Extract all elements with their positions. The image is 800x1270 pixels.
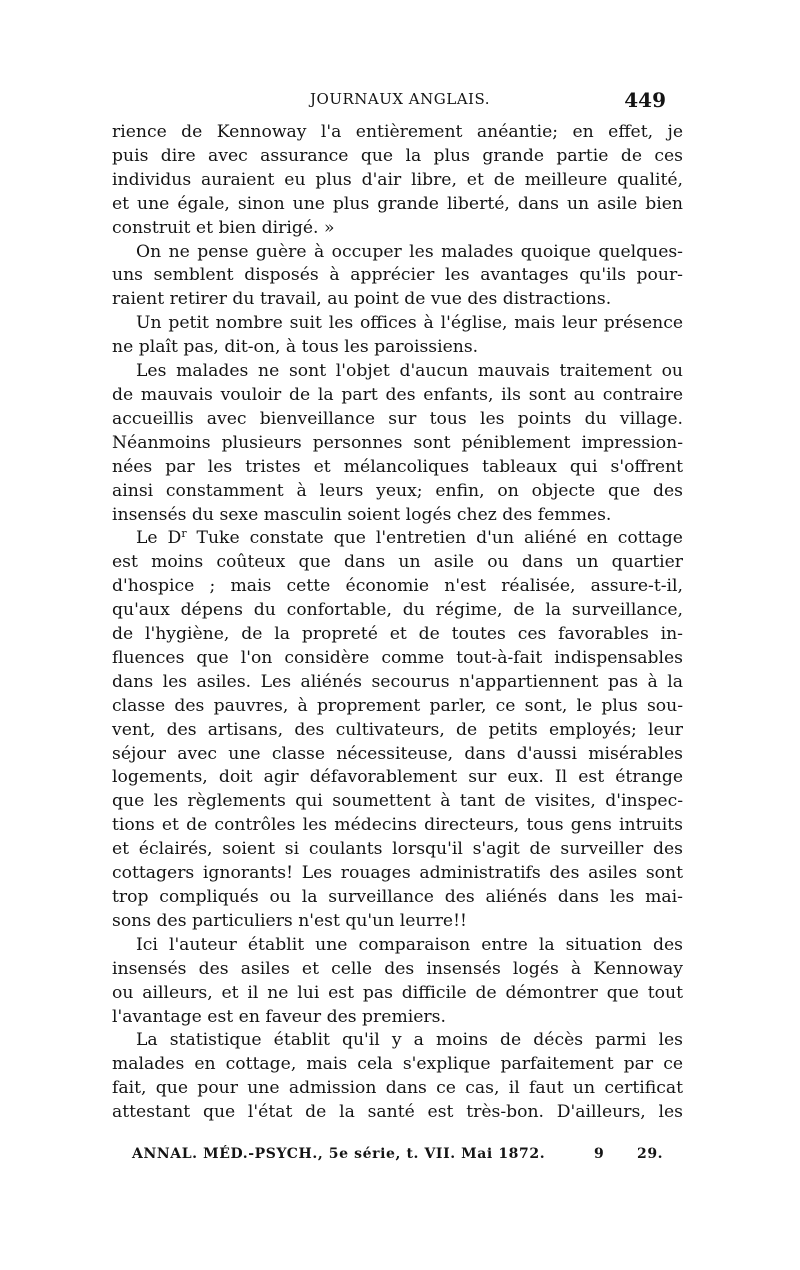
paragraph-5 [112,527,683,933]
text-line: cottagers ignorants! Les rouages administratifs des asiles sont [112,863,683,884]
text-line: classe des pauvres, à proprement parler, ce sont, le plus sou- [112,695,683,716]
text-line: uns semblent disposés à apprécier les avantages qu'ils pour- [112,265,683,286]
text-line: tions et de contrôles les médecins directeurs, tous gens intruits [112,815,683,836]
text-fragment: Tuke constate que l'entretien d'un aliéné en cottage [186,528,683,549]
text-line: dans les asiles. Les aliénés secourus n'appartiennent pas à la [112,671,683,692]
text-line: vent, des artisans, des cultivateurs, de petits employés; leur [112,719,683,740]
text-line: Ici l'auteur établit une comparaison entre la situation des [136,934,683,955]
text-line: rience de Kennoway l'a entièrement anéantie; en effet, je [112,122,683,142]
paragraph-7 [112,1029,683,1125]
text-line: séjour avec une classe nécessiteuse, dans d'aussi misérables [112,743,683,764]
superscript: r [181,527,187,541]
text-line: de l'hygiène, de la propreté et de toutes ces favorables in- [112,624,683,645]
text-line: ou ailleurs, et il ne lui est pas difficile de démontrer que tout [112,982,683,1003]
body-text [112,121,683,1125]
text-line: ainsi constamment à leurs yeux; enfin, on objecte que des [112,480,683,501]
text-line: accueillis avec bienveillance sur tous les points du village. [112,408,683,429]
text-line: raient retirer du travail, au point de vue des distractions. [112,289,612,310]
text-line: sons des particuliers n'est qu'un leurre!! [112,910,467,931]
text-line: Les malades ne sont l'objet d'aucun mauvais traitement ou [136,361,683,382]
text-line: trop compliqués ou la surveillance des aliénés dans les mai- [112,887,683,907]
text-line: logements, doit agir défavorablement sur eux. Il est étrange [112,767,683,788]
text-line: puis dire avec assurance que la plus grande partie de ces [112,145,683,166]
text-line: La statistique établit qu'il y a moins de décès parmi les [136,1030,683,1051]
text-line: et une égale, sinon une plus grande liberté, dans un asile bien [112,193,683,214]
text-line: malades en cottage, mais cela s'explique parfaitement par ce [112,1054,683,1075]
text-line: que les règlements qui soumettent à tant de visites, d'inspec- [112,791,683,812]
sheet-page: 29. [637,1146,664,1162]
text-line: fait, que pour une admission dans ce cas, il faut un certificat [112,1078,683,1099]
paragraph-4 [112,360,683,527]
text-line: insensés des asiles et celle des insensés logés à Kennoway [112,958,683,979]
signature-line [132,1146,672,1170]
printer-signature: ANNAL. MÉD.-PSYCH., 5e série, t. VII. Mai 1872. [132,1146,546,1162]
text-line: individus auraient eu plus d'air libre, et de meilleure qualité, [112,169,683,190]
text-fragment: Le D [136,528,182,549]
text-line: ne plaît pas, dit-on, à tous les paroissiens. [112,337,479,358]
paragraph-3 [112,312,683,360]
text-line: Néanmoins plusieurs personnes sont péniblement impression- [112,432,683,453]
text-line: qu'aux dépens du confortable, du régime, de la surveillance, [112,600,683,621]
text-line: Un petit nombre suit les offices à l'église, mais leur présence [136,313,683,334]
text-line: est moins coûteux que dans un asile ou dans un quartier [112,552,683,573]
page-header [130,90,670,114]
paragraph-1 [112,121,683,241]
text-line: et éclairés, soient si coulants lorsqu'il s'agit de surveiller des [112,839,683,860]
text-line: nées par les tristes et mélancoliques tableaux qui s'offrent [112,456,683,477]
text-line: On ne pense guère à occuper les malades quoique quelques- [136,241,683,262]
paragraph-2 [112,241,683,313]
sheet-number: 9 [594,1146,605,1162]
text-line: d'hospice ; mais cette économie n'est réalisée, assure-t-il, [112,576,683,597]
text-line: l'avantage est en faveur des premiers. [112,1006,446,1027]
text-line: attestant que l'état de la santé est très-bon. D'ailleurs, les [112,1102,683,1123]
text-line: fluences que l'on considère comme tout-à-fait indispensables [112,647,683,668]
text-line: insensés du sexe masculin soient logés chez des femmes. [112,504,612,525]
text-line: de mauvais vouloir de la part des enfants, ils sont au contraire [112,384,683,405]
page-number: 449 [624,88,666,112]
running-head: JOURNAUX ANGLAIS. [310,90,490,108]
text-line: construit et bien dirigé. » [112,217,335,238]
paragraph-6 [112,934,683,1030]
text-line-with-superscript [112,527,683,551]
